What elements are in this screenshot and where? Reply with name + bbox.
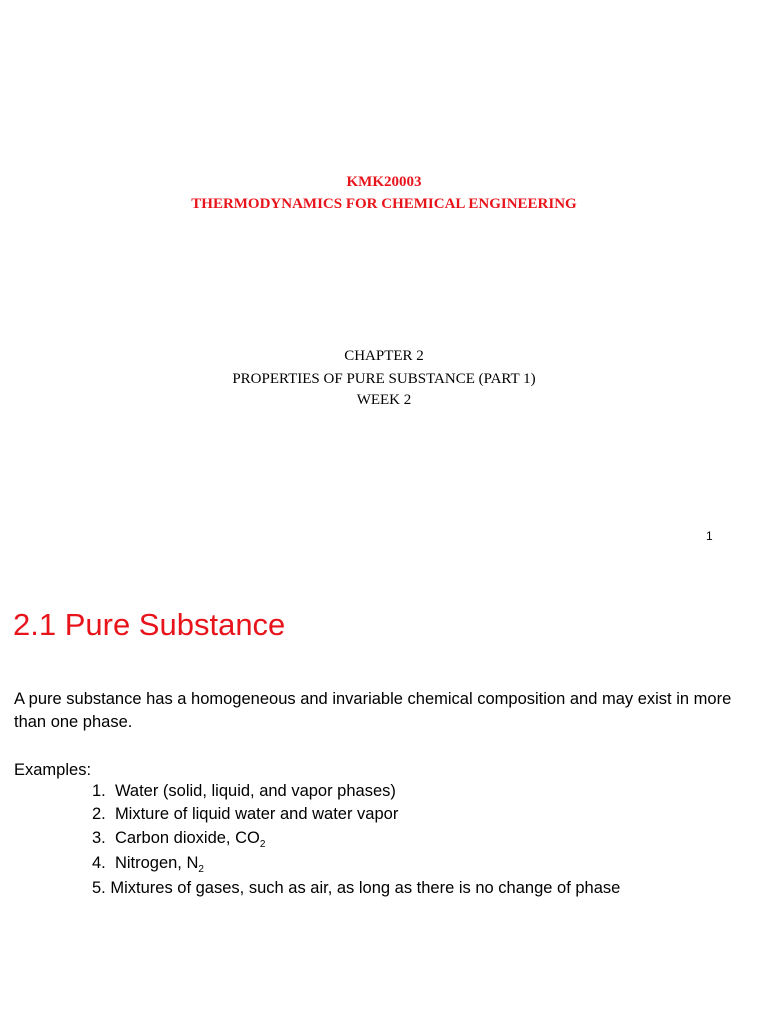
subscript: 2 — [259, 839, 266, 850]
list-item-number: 1. — [92, 782, 106, 800]
content-slide — [0, 560, 768, 1024]
section-heading: 2.1 Pure Substance — [13, 607, 286, 642]
course-title: THERMODYNAMICS FOR CHEMICAL ENGINEERING — [191, 196, 577, 212]
list-item — [92, 851, 620, 876]
definition-paragraph: A pure substance has a homogeneous and invariable chemical composition and may exist in more than one phase. — [14, 690, 732, 731]
chapter-title: PROPERTIES OF PURE SUBSTANCE (PART 1) — [232, 371, 536, 387]
list-item-text: Water (solid, liquid, and vapor phases) — [114, 782, 396, 800]
list-item — [92, 803, 620, 826]
subscript: 2 — [198, 864, 204, 875]
list-item-number: 4. — [92, 854, 106, 872]
list-item-text: Mixtures of gases, such as air, as long as there is no change of phase — [110, 879, 621, 897]
list-item-number: 5. — [92, 879, 106, 897]
list-item-number: 2. — [92, 805, 106, 823]
list-item — [92, 780, 620, 803]
chapter-number: CHAPTER 2 — [344, 348, 424, 364]
list-item — [92, 826, 620, 851]
list-item-text: Carbon dioxide, CO — [114, 829, 260, 847]
page-number: 1 — [706, 529, 713, 543]
week-label: WEEK 2 — [356, 392, 412, 408]
course-code: KMK20003 — [346, 174, 422, 190]
list-item — [92, 876, 620, 901]
examples-label: Examples: — [14, 761, 92, 779]
list-item-text: Mixture of liquid water and water vapor — [114, 805, 399, 823]
examples-list — [92, 780, 620, 901]
list-item-number: 3. — [92, 829, 106, 847]
list-item-text: Nitrogen, N — [114, 854, 199, 872]
